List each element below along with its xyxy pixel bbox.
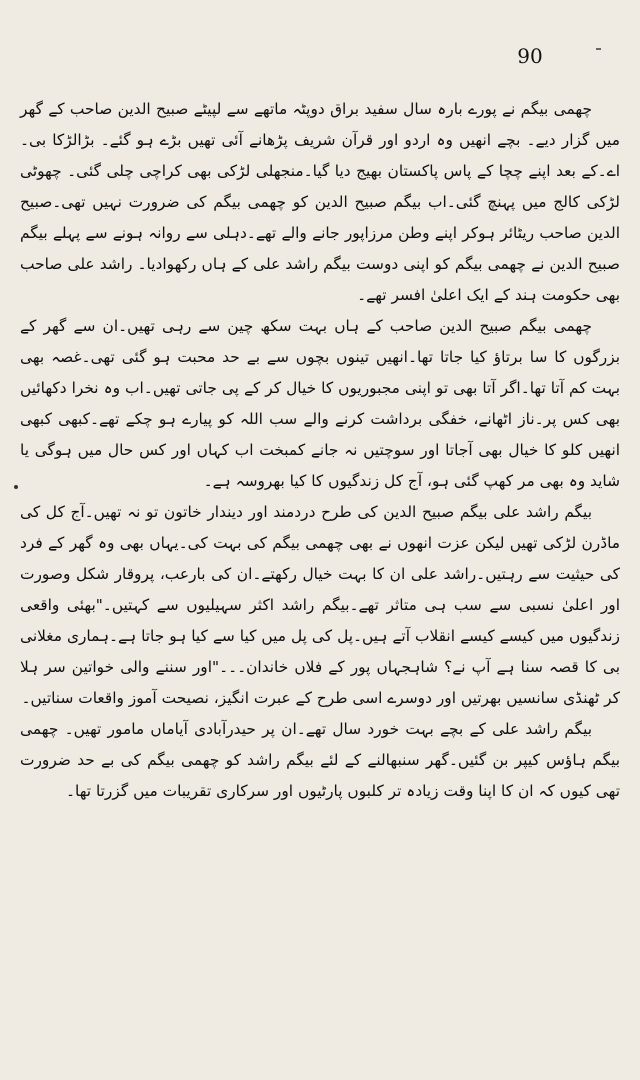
- paragraph-3: بیگم راشد علی بیگم صبیح الدین کی طرح دردمند اور دیندار خاتون تو نہ تھیں۔آج کل کی ماڈرن لڑکی تھیں لیکن عزت انھوں نے بھی چھمی بیگم کی بہت کی۔یہاں بھی وہ گھر کے فرد کی حیثیت سے رہتیں۔راشد علی ان کا بہت خیال رکھتے۔ان کی بارعب، پروقار شکل وصورت اور اعلیٰ نسبی سے سب ہی متاثر تھے۔بیگم راشد اکثر سہیلیوں سے کہتیں۔"بھئی واقعی زندگیوں میں کیسے کیسے انقلاب آتے ہیں۔پل کی پل میں کیا سے کیا ہو جاتا ہے۔ہماری مغلانی بی کا قصہ سنا ہے آپ نے؟ شاہجہاں پور کے فلاں خاندان۔۔۔"اور سننے والی خواتین سر ہلا کر ٹھنڈی سانسیں بھرتیں اور دوسرے اسی طرح کے عبرت انگیز، نصیحت آموز واقعات سناتیں۔: [20, 503, 620, 707]
- corner-mark: [596, 48, 601, 50]
- paragraph-4: بیگم راشد علی کے بچے بہت خورد سال تھے۔ان پر حیدرآبادی آیاماں مامور تھیں۔ چھمی بیگم ہاؤس کیپر بن گئیں۔گھر سنبھالنے کے لئے بیگم راشد کو چھمی بیگم کی بے حد ضرورت تھی کیوں کہ ان کا اپنا وقت زیادہ تر کلبوں پارٹیوں اور سرکاری تقریبات میں گزرتا تھا۔: [20, 720, 620, 800]
- page-number: 90: [517, 44, 543, 68]
- paragraph-1: چھمی بیگم نے پورے بارہ سال سفید براق دوپٹہ ماتھے سے لپیٹے صبیح الدین صاحب کے گھر میں گزار دیے۔ بچے انھیں وہ اردو اور قرآن شریف پڑھانے آئی تھیں بڑے ہو گئے۔ بڑالڑکا بی۔اے۔کے بعد اپنے چچا کے پاس پاکستان بھیج دیا گیا۔منجھلی لڑکی بھی کراچی چلی گئی۔ چھوٹی لڑکی کالج میں پہنچ گئی۔اب بیگم صبیح الدین کو چھمی بیگم کی ضرورت نہیں تھی۔صبیح الدین صاحب ریٹائر ہوکر اپنے وطن مرزاپور جانے والے تھے۔دہلی سے روانہ ہونے سے پہلے بیگم صبیح الدین نے چھمی بیگم کو اپنی دوست بیگم راشد علی کے ہاں رکھوادیا۔ راشد علی صاحب بھی حکومت ہند کے ایک اعلیٰ افسر تھے۔: [20, 100, 620, 304]
- ink-dot: [14, 485, 18, 489]
- body-text: [20, 94, 620, 807]
- paragraph-2: چھمی بیگم صبیح الدین صاحب کے ہاں بہت سکھ چین سے رہی تھیں۔ان سے گھر کے بزرگوں کا سا برتاؤ کیا جاتا تھا۔انھیں تینوں بچوں سے بے حد محبت ہو گئی تھی۔غصہ بھی بہت کم آتا تھا۔اگر آتا بھی تو اپنی مجبوریوں کا خیال کر کے پی جاتی تھیں۔اب وہ نخرا دکھائیں بھی کس پر۔ناز اٹھانے، خفگی برداشت کرنے والے سب اللہ کو پیارے ہو چکے تھے۔کبھی کبھی انھیں کلو کا خیال بھی آجاتا اور سوچتیں نہ جانے کمبخت اب کہاں اور کس حال میں ہوگی یا شاید وہ بھی مر کھپ گئی ہو، آج کل زندگیوں کا کیا بھروسہ ہے۔: [20, 317, 620, 490]
